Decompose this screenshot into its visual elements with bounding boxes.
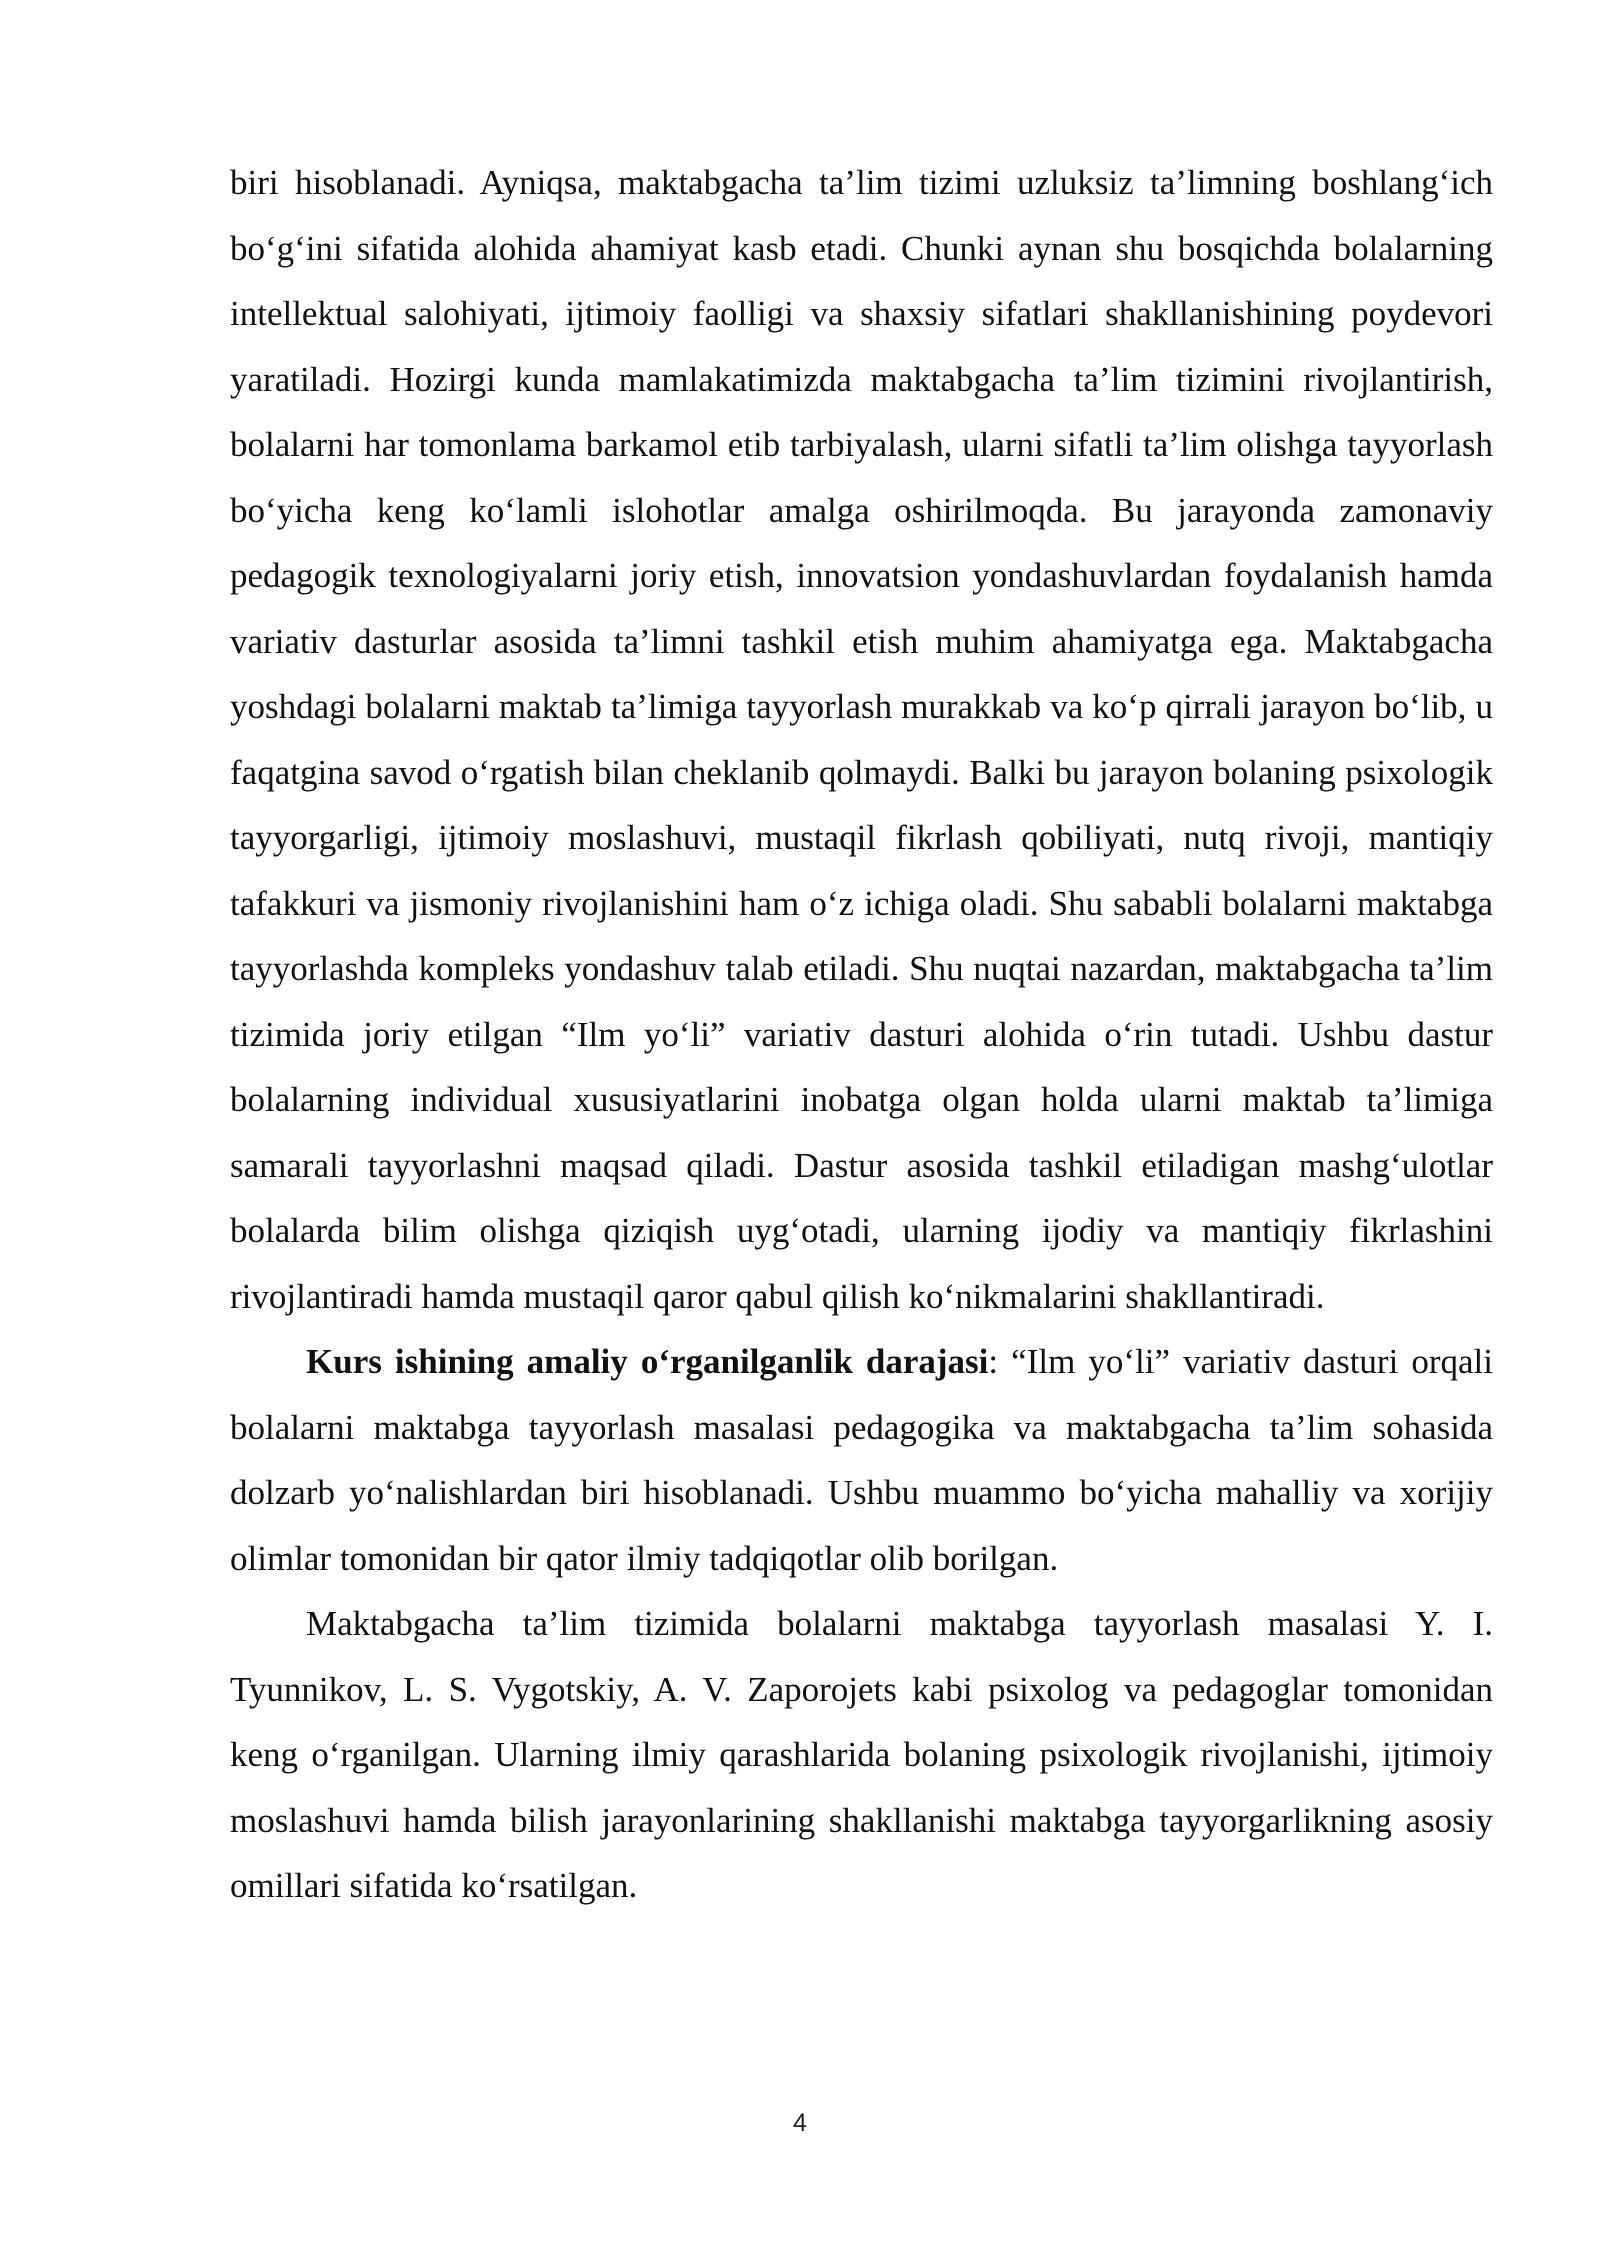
document-body [230, 150, 1493, 1919]
paragraph-heading: Kurs ishining amaliy o‘rganilganlik darajasi [306, 1342, 989, 1381]
paragraph-2-text: : “Ilm yo‘li” variativ dasturi orqali bolalarni maktabga tayyorlash masalasi pedagogika va maktabgacha ta’lim sohasida dolzarb yo‘nalishlardan biri hisoblanadi. Ushbu muammo bo‘yicha mahalliy va xorijiy olimlar tomonidan bir qator ilmiy tadqiqotlar olib borilgan. [230, 1342, 1494, 1578]
page-number: 4 [793, 2109, 807, 2137]
paragraph-3: Maktabgacha ta’lim tizimida bolalarni maktabga tayyorlash masalasi Y. I. Tyunnikov, L. S. Vygotskiy, A. V. Zaporojets kabi psixolog va pedagoglar tomonidan keng o‘rganilgan. Ularning ilmiy qarashlarida bolaning psixologik rivojlanishi, ijtimoiy moslashuvi hamda bilish jarayonlarining shakllanishi maktabga tayyorgarlikning asosiy omillari sifatida ko‘rsatilgan. [230, 1604, 1493, 1905]
paragraph-2 [230, 1329, 1493, 1591]
paragraph-1: biri hisoblanadi. Ayniqsa, maktabgacha ta’lim tizimi uzluksiz ta’limning boshlang‘ich bo‘g‘ini sifatida alohida ahamiyat kasb etadi. Chunki aynan shu bosqichda bolalarning intellektual salohiyati, ijtimoiy faolligi va shaxsiy sifatlari shakllanishining poydevori yaratiladi. Hozirgi kunda mamlakatimizda maktabgacha ta’lim tizimini rivojlantirish, bolalarni har tomonlama barkamol etib tarbiyalash, ularni sifatli ta’lim olishga tayyorlash bo‘yicha keng ko‘lamli islohotlar amalga oshirilmoqda. Bu jarayonda zamonaviy pedagogik texnologiyalarni joriy etish, innovatsion yondashuvlardan foydalanish hamda variativ dasturlar asosida ta’limni tashkil etish muhim ahamiyatga ega. Maktabgacha yoshdagi bolalarni maktab ta’limiga tayyorlash murakkab va ko‘p qirrali jarayon bo‘lib, u faqatgina savod o‘rgatish bilan cheklanib qolmaydi. Balki bu jarayon bolaning psixologik tayyorgarligi, ijtimoiy moslashuvi, mustaqil fikrlash qobiliyati, nutq rivoji, mantiqiy tafakkuri va jismoniy rivojlanishini ham o‘z ichiga oladi. Shu sababli bolalarni maktabga tayyorlashda kompleks yondashuv talab etiladi. Shu nuqtai nazardan, maktabgacha ta’lim tizimida joriy etilgan “Ilm yo‘li” variativ dasturi alohida o‘rin tutadi. Ushbu dastur bolalarning individual xususiyatlarini inobatga olgan holda ularni maktab ta’limiga samarali tayyorlashni maqsad qiladi. Dastur asosida tashkil etiladigan mashg‘ulotlar bolalarda bilim olishga qiziqish uyg‘otadi, ularning ijodiy va mantiqiy fikrlashini rivojlantiradi hamda mustaqil qaror qabul qilish ko‘nikmalarini shakllantiradi. [230, 163, 1493, 1316]
